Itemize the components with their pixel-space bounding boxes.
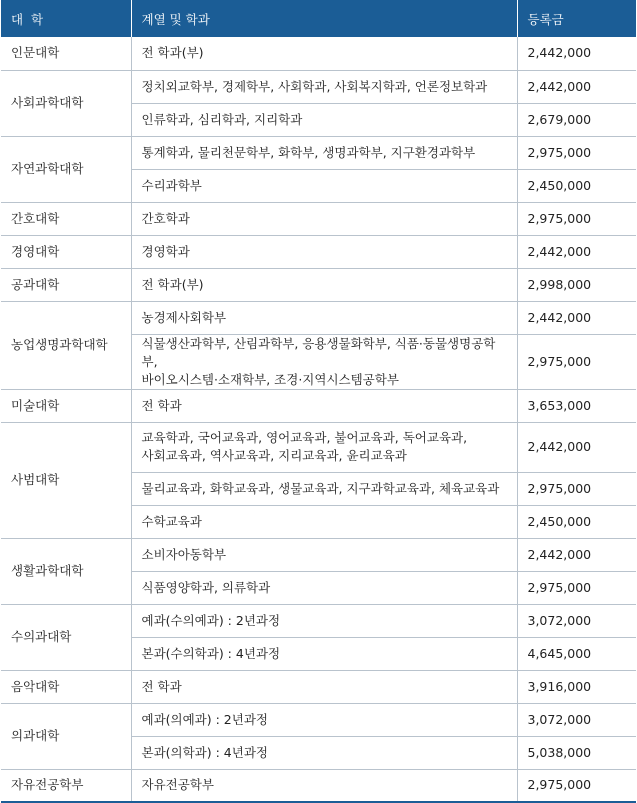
fee-cell: 2,442,000 [517, 538, 636, 571]
table-body [1, 37, 636, 802]
header-row [1, 0, 636, 37]
table-row [1, 70, 636, 103]
header-fee: 등록금 [517, 0, 636, 37]
college-cell: 음악대학 [1, 670, 131, 703]
fee-cell: 2,442,000 [517, 301, 636, 334]
college-cell: 공과대학 [1, 268, 131, 301]
department-cell: 식품영양학과, 의류학과 [131, 571, 517, 604]
fee-cell: 2,975,000 [517, 571, 636, 604]
department-cell: 소비자아동학부 [131, 538, 517, 571]
college-cell: 경영대학 [1, 235, 131, 268]
fee-cell: 2,442,000 [517, 422, 636, 472]
department-cell: 전 학과(부) [131, 37, 517, 70]
header-department: 계열 및 학과 [131, 0, 517, 37]
department-cell: 경영학과 [131, 235, 517, 268]
fee-cell: 2,998,000 [517, 268, 636, 301]
fee-cell: 4,645,000 [517, 637, 636, 670]
fee-cell: 3,916,000 [517, 670, 636, 703]
department-cell: 본과(수의학과) : 4년과정 [131, 637, 517, 670]
college-cell: 자유전공학부 [1, 769, 131, 802]
department-cell: 전 학과(부) [131, 268, 517, 301]
college-cell: 인문대학 [1, 37, 131, 70]
department-cell: 전 학과 [131, 389, 517, 422]
department-cell: 수학교육과 [131, 505, 517, 538]
fee-cell: 2,975,000 [517, 334, 636, 389]
college-cell: 사범대학 [1, 422, 131, 538]
fee-cell: 5,038,000 [517, 736, 636, 769]
fee-cell: 3,653,000 [517, 389, 636, 422]
fee-cell: 2,975,000 [517, 472, 636, 505]
department-cell: 식물생산과학부, 산림과학부, 응용생물화학부, 식품·동물생명공학부, 바이오시스템·소재학부, 조경·지역시스템공학부 [131, 334, 517, 389]
department-cell: 인류학과, 심리학과, 지리학과 [131, 103, 517, 136]
college-cell: 미술대학 [1, 389, 131, 422]
fee-cell: 2,450,000 [517, 505, 636, 538]
fee-cell: 3,072,000 [517, 703, 636, 736]
fee-cell: 2,975,000 [517, 202, 636, 235]
college-cell: 의과대학 [1, 703, 131, 769]
table-row [1, 301, 636, 334]
department-cell: 예과(의예과) : 2년과정 [131, 703, 517, 736]
table-row [1, 136, 636, 169]
college-cell: 농업생명과학대학 [1, 301, 131, 389]
department-cell: 자유전공학부 [131, 769, 517, 802]
department-cell: 물리교육과, 화학교육과, 생물교육과, 지구과학교육과, 체육교육과 [131, 472, 517, 505]
fee-cell: 2,442,000 [517, 235, 636, 268]
department-cell: 수리과학부 [131, 169, 517, 202]
department-cell: 정치외교학부, 경제학부, 사회학과, 사회복지학과, 언론정보학과 [131, 70, 517, 103]
table-row [1, 37, 636, 70]
department-cell: 전 학과 [131, 670, 517, 703]
header-college: 대 학 [1, 0, 131, 37]
table-row [1, 538, 636, 571]
department-cell: 농경제사회학부 [131, 301, 517, 334]
table-row [1, 703, 636, 736]
fee-cell: 2,975,000 [517, 136, 636, 169]
table-row [1, 202, 636, 235]
department-cell: 본과(의학과) : 4년과정 [131, 736, 517, 769]
department-cell: 통계학과, 물리천문학부, 화학부, 생명과학부, 지구환경과학부 [131, 136, 517, 169]
department-cell: 간호학과 [131, 202, 517, 235]
college-cell: 사회과학대학 [1, 70, 131, 136]
college-cell: 생활과학대학 [1, 538, 131, 604]
college-cell: 수의과대학 [1, 604, 131, 670]
college-cell: 간호대학 [1, 202, 131, 235]
college-cell: 자연과학대학 [1, 136, 131, 202]
table-row [1, 604, 636, 637]
table-row [1, 235, 636, 268]
fee-cell: 3,072,000 [517, 604, 636, 637]
department-cell: 예과(수의예과) : 2년과정 [131, 604, 517, 637]
fee-cell: 2,442,000 [517, 37, 636, 70]
table-row [1, 268, 636, 301]
table-row [1, 670, 636, 703]
tuition-table [1, 0, 636, 803]
fee-cell: 2,450,000 [517, 169, 636, 202]
fee-cell: 2,442,000 [517, 70, 636, 103]
table-row [1, 422, 636, 472]
fee-cell: 2,975,000 [517, 769, 636, 802]
table-row [1, 769, 636, 802]
fee-cell: 2,679,000 [517, 103, 636, 136]
department-cell: 교육학과, 국어교육과, 영어교육과, 불어교육과, 독어교육과, 사회교육과, 역사교육과, 지리교육과, 윤리교육과 [131, 422, 517, 472]
table-row [1, 389, 636, 422]
